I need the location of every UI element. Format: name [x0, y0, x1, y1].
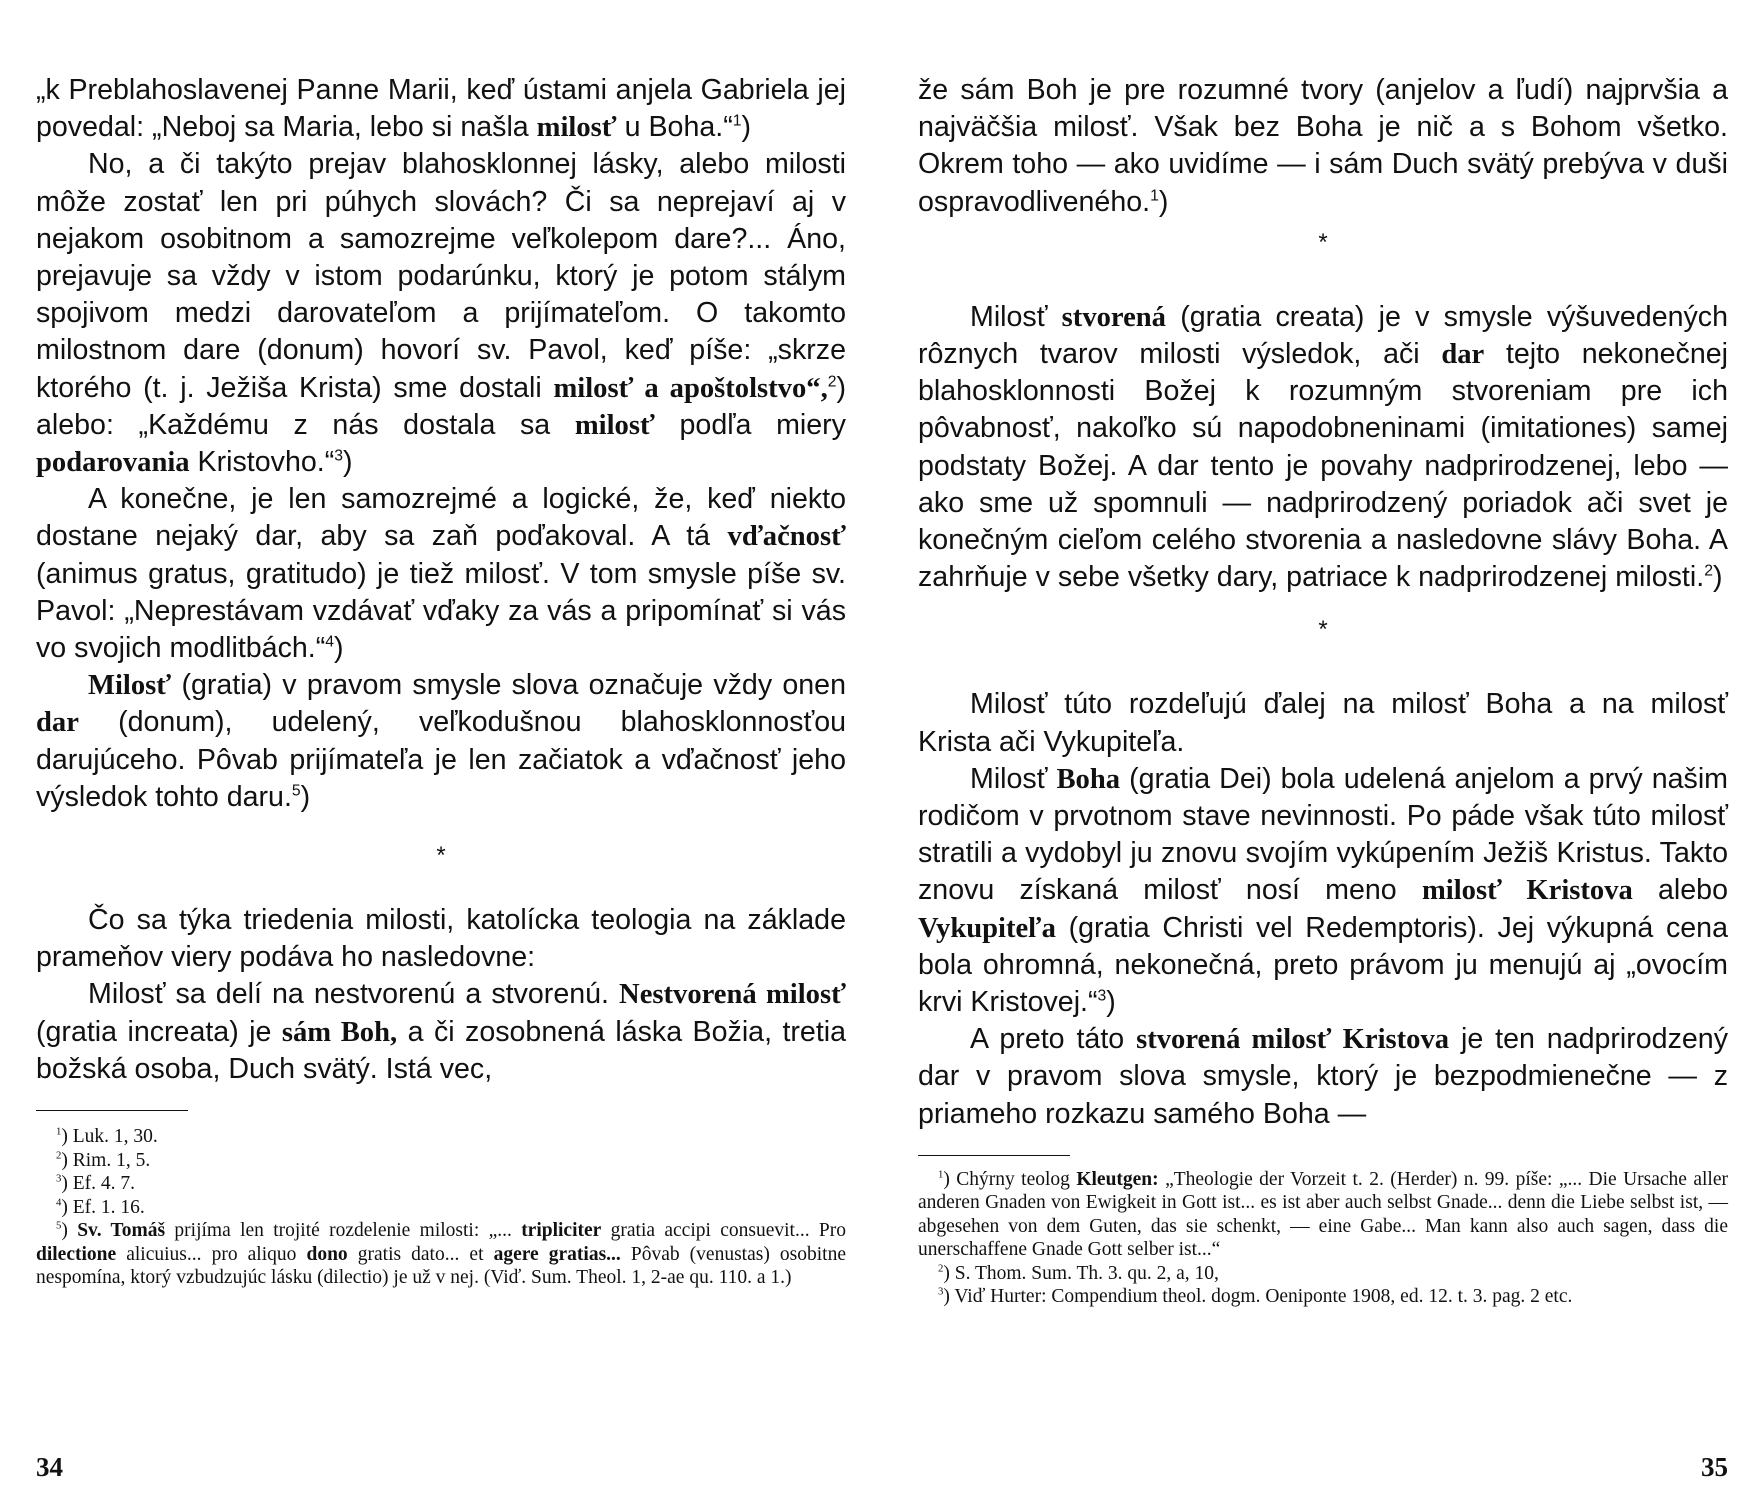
left-footnotes: [36, 1125, 846, 1290]
page-number: 34: [36, 1452, 63, 1482]
footnote-ref: 1: [1150, 187, 1159, 205]
right-footnotes: [918, 1168, 1728, 1309]
footnote: $^3$) Ef. 4. 7.: [56, 1172, 136, 1195]
paragraph: Milosť Boha (gratia Dei) bola udelená anjelom a prvý našim rodičom v prvotnom stave nevinnosti. Po páde však túto milosť stratili a vydobyl ju znovu svojím vykúpením Ježiš Kristus. Takto znovu získaná milosť nosí meno milosť Kristova alebo Vykupiteľa (gratia Christi vel Redemptoris). Jej výkupná cena bola ohromná, nekonečná, preto právom ju menujú aj „ovocím krvi Kristovej.“$^3$): [918, 762, 1728, 1019]
right-body-text: [918, 72, 1728, 1133]
footnote-rule: [918, 1155, 1070, 1156]
footnote: $^1$) Chýrny teolog Kleutgen: „Theologie der Vorzeit t. 2. (Herder) n. 99. píše: „... Die Ursache aller anderen Gnaden von Ewigkeit in Gott ist... es ist aber auch selbst Gnade... denn die Liebe selbst ist, — abgesehen von dem Guten, das sie schenkt, — eine Gabe... Man kann also auch sagen, dass die unerschaffene Gnade Gott selber ist...“: [918, 1168, 1728, 1261]
footnote: $^5$) Sv. Tomáš prijíma len trojité rozdelenie milosti: „... tripliciter gratia accipi consuevit... Pro dilectione alicuius... pro aliquo dono gratis dato... et agere gratias... Pôvab (venustas) osobitne nespomína, ktorý vzbudzujúc lásku (dilectio) je už v nej. (Viď. Sum. Theol. 1, 2-ae qu. 110. a 1.): [36, 1219, 847, 1289]
footnote: $^1$) Luk. 1, 30.: [56, 1125, 158, 1148]
paragraph: Milosť sa delí na nestvorenú a stvorenú. Nestvorená milosť (gratia increata) je sám Boh, a či zosobnená láska Božia, tretia božská osoba, Duch svätý. Istá vec,: [36, 978, 847, 1085]
section-separator: *: [1318, 616, 1328, 644]
footnote: $^4$) Ef. 1. 16.: [56, 1196, 145, 1218]
paragraph: No, a či takýto prejav blahosklonnej lásky, alebo milosti môže zostať len pri púhych slovách? Či sa neprejaví aj v nejakom osobitnom a samozrejme veľkolepom dare?... Áno, prejavuje sa vždy v istom podarúnku, ktorý je potom stálym spojivom medzi darovateľom a prijímateľom. O takomto milostnom dare (donum) hovorí sv. Pavol, keď píše: „skrze ktorého (t. j. Ježiša Krista) sme dostali milosť a apoštolstvo“,$^2$) alebo: „Každému z nás dostala sa milosť podľa miery podarovania Kristovho.“$^3$): [36, 148, 847, 479]
footnote: $^2$) Rim. 1, 5.: [56, 1149, 151, 1171]
footnote-ref: 5: [291, 782, 301, 800]
page-number: 35: [1701, 1452, 1728, 1482]
paragraph: Milosť stvorená (gratia creata) je v smysle výšuvedených rôznych tvarov milosti výsledok, ači dar tejto nekonečnej blahosklonnosti Božej k rozumným stvoreniam pre ich pôvabnosť, nakoľko sú napodobneninami (imitationes) samej podstaty Božej. A dar tento je povahy nadprirodzenej, lebo — ako sme už spomnuli — nadprirodzený poriadok ači svet je konečným cieľom celého stvorenia a nasledovne slávy Boha. A zahrňuje v sebe všetky dary, patriace k nadprirodzenej milosti.$^2$): [918, 300, 1729, 594]
footnote-ref: 3: [334, 447, 343, 465]
section-separator: *: [436, 842, 446, 870]
paragraph: A konečne, je len samozrejmé a logické, že, keď niekto dostane nejaký dar, aby sa zaň poďakoval. A tá vďačnosť (animus gratus, gratitudo) je tiež milosť. V tom smysle píše sv. Pavol: „Neprestávam vzdávať vďaky za vás a pripomínať si vás vo svojich modlitbách.“$^4$): [36, 483, 846, 665]
paragraph: že sám Boh je pre rozumné tvory (anjelov a ľudí) najprvšia a najväčšia milosť. Však bez Boha je nič a s Bohom všetko. Okrem toho — ako uvidíme — i sám Duch svätý prebýva v duši ospravodliveného.$^1$): [918, 74, 1728, 218]
paragraph: Čo sa týka triedenia milosti, katolícka teologia na základe prameňov viery podáva ho nasledovne:: [36, 904, 846, 974]
section-separator: *: [1318, 228, 1328, 256]
footnote-ref: 2: [827, 373, 837, 391]
footnote: $^3$) Viď Hurter: Compendium theol. dogm. Oenipontе 1908, ed. 12. t. 3. pag. 2 etc.: [938, 1285, 1573, 1308]
footnote-ref: 2: [1704, 562, 1713, 580]
paragraph: „k Preblahoslavenej Panne Marii, keď ústami anjela Gabriela jej povedal: „Neboj sa Maria, lebo si našla milosť u Boha.“$^1$): [36, 74, 846, 144]
paragraph: A preto táto stvorená milosť Kristova je ten nadprirodzený dar v pravom slova smysle, ktorý je bezpodmienečne — z priameho rozkazu samého Boha —: [918, 1023, 1728, 1130]
right-page: [918, 72, 1728, 1482]
paragraph: Milosť (gratia) v pravom smysle slova označuje vždy onen dar (donum), udelený, veľkodušnou blahosklonnosťou darujúceho. Pôvab prijímateľa je len začiatok a vďačnosť jeho výsledok tohto daru.$^5$): [36, 669, 846, 813]
footnote: $^2$) S. Thom. Sum. Th. 3. qu. 2, a, 10,: [938, 1262, 1219, 1284]
footnote-rule: [36, 1110, 188, 1111]
paragraph: Milosť túto rozdeľujú ďalej na milosť Boha a na milosť Krista ači Vykupiteľa.: [918, 688, 1728, 758]
footnote-ref: 3: [1097, 987, 1107, 1005]
left-body-text: [36, 72, 846, 1088]
left-page: [36, 72, 846, 1482]
footnote-ref: 1: [732, 112, 742, 130]
footnote-ref: 4: [325, 633, 334, 651]
